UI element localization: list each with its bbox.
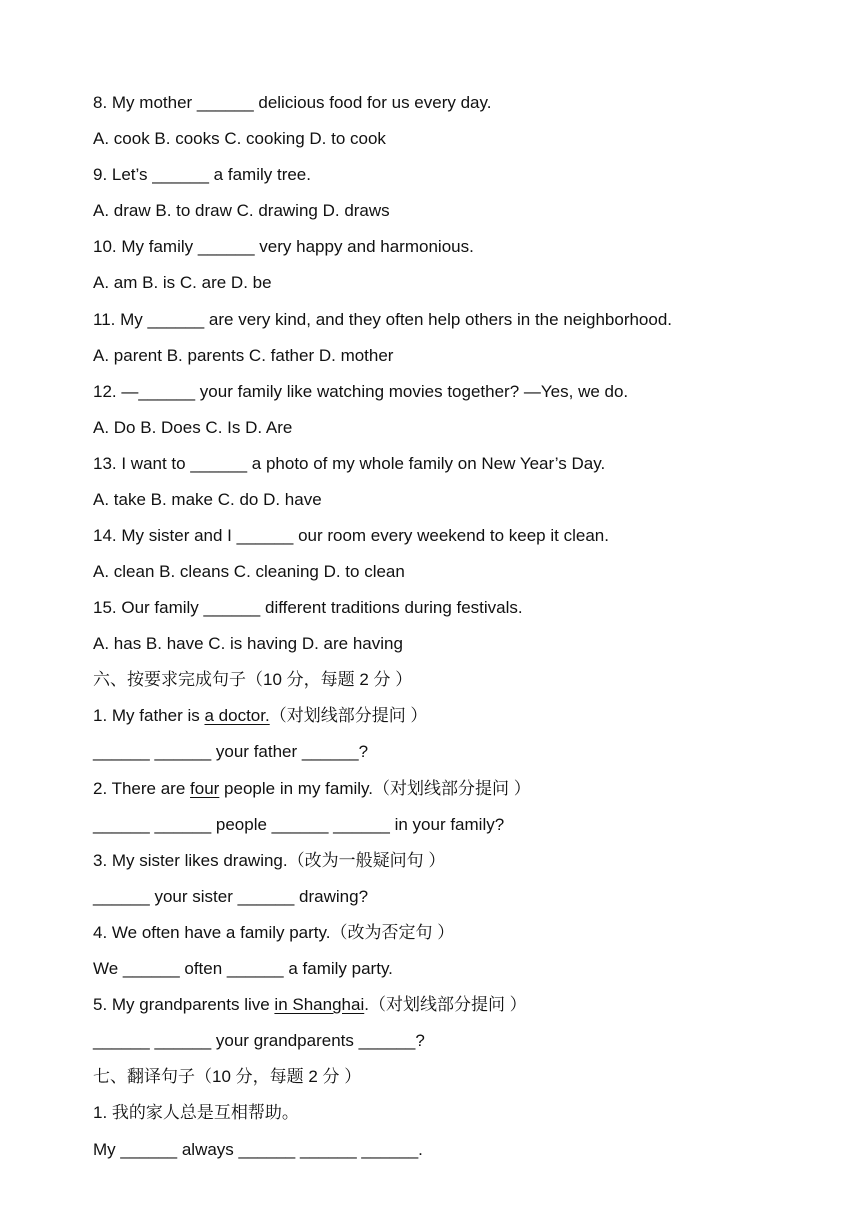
sentence-1-answer: ______ ______ your father ______? (93, 742, 369, 761)
sentence-4-answer: We ______ often ______ a family party. (93, 959, 393, 978)
question-10: 10. My family ______ very happy and harmonious. (93, 237, 474, 256)
sentence-5-text: 5. My grandparents live (93, 995, 275, 1014)
sentence-5-instruction: .（对划线部分提问 ） (364, 995, 527, 1014)
sentence-3: 3. My sister likes drawing.（改为一般疑问句 ） (93, 851, 446, 870)
sentence-1-instruction: （对划线部分提问 ） (269, 706, 428, 725)
sentence-1 (93, 705, 427, 727)
sentence-1-text: 1. My father is (93, 706, 205, 725)
question-12-options: A. Do B. Does C. Is D. Are (93, 418, 293, 437)
question-8: 8. My mother ______ delicious food for us every day. (93, 93, 492, 112)
question-11-options: A. parent B. parents C. father D. mother (93, 346, 394, 365)
question-12: 12. —______ your family like watching movies together? —Yes, we do. (93, 382, 629, 401)
sentence-2-answer: ______ ______ people ______ ______ in your family? (93, 815, 505, 834)
question-15-options: A. has B. have C. is having D. are having (93, 634, 403, 653)
sentence-2-instruction: people in my family.（对划线部分提问 ） (219, 779, 531, 798)
sentence-5-underlined: in Shanghai (274, 995, 365, 1014)
sentence-2-underlined: four (190, 779, 220, 798)
question-9: 9. Let’s ______ a family tree. (93, 165, 311, 184)
sentence-2 (93, 778, 531, 800)
question-14: 14. My sister and I ______ our room every weekend to keep it clean. (93, 526, 609, 545)
sentence-5-answer: ______ ______ your grandparents ______? (93, 1031, 425, 1050)
question-8-options: A. cook B. cooks C. cooking D. to cook (93, 129, 386, 148)
question-15: 15. Our family ______ different traditions during festivals. (93, 598, 523, 617)
question-11: 11. My ______ are very kind, and they often help others in the neighborhood. (93, 310, 673, 329)
section-6-heading: 六、按要求完成句子（10 分，每题 2 分 ） (93, 670, 413, 689)
sentence-5 (93, 994, 527, 1016)
translation-1-answer: My ______ always ______ ______ ______. (93, 1140, 423, 1159)
translation-1: 1. 我的家人总是互相帮助。 (93, 1103, 299, 1122)
question-10-options: A. am B. is C. are D. be (93, 273, 272, 292)
question-14-options: A. clean B. cleans C. cleaning D. to clean (93, 562, 405, 581)
question-13: 13. I want to ______ a photo of my whole family on New Year’s Day. (93, 454, 606, 473)
sentence-4: 4. We often have a family party.（改为否定句 ） (93, 923, 455, 942)
sentence-1-underlined: a doctor. (204, 706, 270, 725)
sentence-2-text: 2. There are (93, 779, 191, 798)
question-9-options: A. draw B. to draw C. drawing D. draws (93, 201, 390, 220)
question-13-options: A. take B. make C. do D. have (93, 490, 322, 509)
sentence-3-answer: ______ your sister ______ drawing? (93, 887, 369, 906)
section-7-heading: 七、翻译句子（10 分，每题 2 分 ） (93, 1067, 362, 1086)
